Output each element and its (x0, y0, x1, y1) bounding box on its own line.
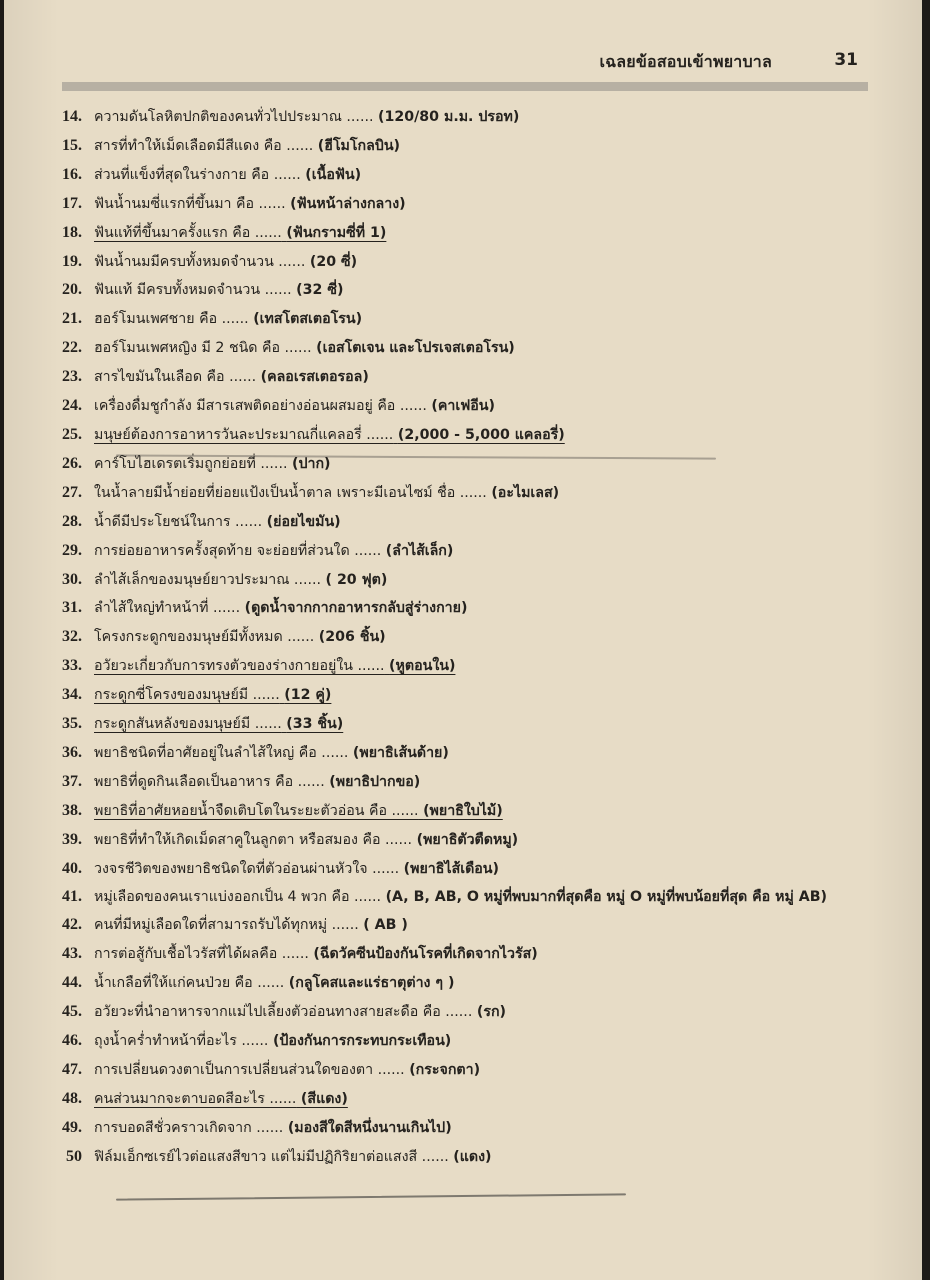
item-answer: (อะไมเลส) (491, 484, 560, 501)
item-number: 25. (62, 425, 82, 443)
item-question: หมู่เลือดของคนเราแบ่งออกเป็น 4 พวก คือ ...... (94, 889, 382, 906)
item-answer: (เทสโตสเตอโรน) (253, 311, 363, 328)
item-question: วงจรชีวิตของพยาธิชนิดใดที่ตัวอ่อนผ่านหัวใจ ...... (94, 860, 400, 877)
qa-item-41 (4, 883, 922, 911)
item-number: 37. (62, 772, 82, 790)
item-number: 30. (62, 570, 82, 588)
qa-item-30 (4, 566, 922, 595)
item-answer: (พยาธิตัวตืดหมู) (416, 831, 519, 848)
qa-item-47 (4, 1056, 922, 1085)
qa-item-40 (4, 855, 922, 884)
item-answer: (กลูโคสและแร่ธาตุต่าง ๆ ) (288, 975, 455, 992)
item-question: การย่อยอาหารครั้งสุดท้าย จะย่อยที่ส่วนใด ...... (94, 542, 382, 559)
item-answer: ( AB ) (363, 917, 408, 934)
item-number: 26. (62, 454, 82, 472)
item-number: 43. (62, 945, 82, 963)
item-question: พยาธิที่ทำให้เกิดเม็ดสาคูในลูกตา หรือสมอง คือ ...... (94, 831, 413, 848)
item-question: พยาธิที่ดูดกินเลือดเป็นอาหาร คือ ...... (94, 773, 325, 790)
qa-item-43 (4, 940, 922, 969)
item-answer: (หูตอนใน) (389, 658, 456, 675)
item-answer: (กระจกตา) (409, 1062, 481, 1078)
item-question: คนส่วนมากจะตาบอดสีอะไร ...... (94, 1090, 297, 1107)
qa-item-50 (4, 1143, 922, 1172)
item-answer: (ลำไส้เล็ก) (385, 542, 454, 559)
item-question: ส่วนที่แข็งที่สุดในร่างกาย คือ ...... (94, 166, 301, 183)
qa-item-39 (4, 826, 922, 855)
item-number: 20. (62, 281, 82, 299)
item-number: 22. (62, 339, 82, 357)
item-number: 49. (62, 1118, 82, 1136)
qa-item-28 (4, 508, 922, 537)
item-number: 42. (62, 916, 82, 934)
item-answer: (คาเฟอีน) (431, 398, 495, 415)
item-number: 19. (62, 252, 82, 270)
item-answer: (2,000 - 5,000 แคลอรี่) (397, 426, 565, 443)
qa-item-32 (4, 623, 922, 652)
qa-item-45 (4, 998, 922, 1027)
item-question: ลำไส้ใหญ่ทำหน้าที่ ...... (94, 600, 241, 617)
item-answer: (มองสีใดสีหนึ่งนานเกินไป) (287, 1119, 452, 1136)
qa-item-46 (4, 1027, 922, 1056)
item-question: กระดูกสันหลังของมนุษย์มี ...... (94, 716, 282, 733)
item-answer: (ฟันกรามซี่ที่ 1) (286, 224, 387, 241)
item-question: สารไขมันในเลือด คือ ...... (94, 369, 257, 386)
item-answer: (206 ชิ้น) (318, 629, 386, 646)
item-number: 21. (62, 310, 82, 328)
item-question: พยาธิที่อาศัยหอยน้ำจืดเติบโตในระยะตัวอ่อน คือ ...... (94, 802, 419, 819)
item-answer: (33 ชิ้น) (286, 716, 344, 733)
item-number: 16. (62, 165, 82, 183)
item-question: สารที่ทำให้เม็ดเลือดมีสีแดง คือ ...... (94, 137, 314, 154)
item-question: น้ำเกลือที่ให้แก่คนป่วย คือ ...... (94, 975, 285, 992)
item-number: 38. (62, 801, 82, 819)
qa-item-34 (4, 681, 922, 710)
item-answer: (ป้องกันการกระทบกระเทือน) (272, 1033, 452, 1050)
item-answer: (ปาก) (291, 455, 331, 472)
qa-item-19 (4, 248, 922, 277)
item-answer: (คลอเรสเตอรอล) (260, 369, 369, 386)
item-question: ฟันน้ำนมซี่แรกที่ขึ้นมา คือ ...... (94, 195, 286, 212)
question-answer-list (4, 103, 922, 1172)
item-number: 27. (62, 483, 82, 501)
header-rule (62, 82, 868, 91)
item-answer: (พยาธิปากขอ) (329, 773, 421, 790)
item-question: อวัยวะเกี่ยวกับการทรงตัวของร่างกายอยู่ใน ...... (94, 658, 385, 675)
item-answer: (20 ซี่) (309, 253, 358, 270)
qa-item-44 (4, 969, 922, 998)
qa-item-49 (4, 1114, 922, 1143)
item-number: 39. (62, 830, 82, 848)
page-number: 31 (834, 50, 858, 70)
item-answer: (ฮีโมโกลบิน) (317, 137, 401, 154)
item-question: เครื่องดื่มชูกำลัง มีสารเสพติดอย่างอ่อนผสมอยู่ คือ ...... (94, 398, 427, 415)
item-question: การเปลี่ยนดวงตาเป็นการเปลี่ยนส่วนใดของตา ...... (94, 1062, 405, 1078)
item-question: ฟันน้ำนมมีครบทั้งหมดจำนวน ...... (94, 253, 306, 270)
qa-item-48 (4, 1085, 922, 1114)
item-number: 41. (62, 888, 82, 906)
item-number: 44. (62, 974, 82, 992)
item-question: ความดันโลหิตปกติของคนทั่วไปประมาณ ...... (94, 109, 374, 125)
item-number: 17. (62, 194, 82, 212)
item-answer: (แดง) (453, 1148, 492, 1165)
item-number: 47. (62, 1061, 82, 1078)
item-answer: ( 20 ฟุต) (325, 571, 388, 588)
item-question: โครงกระดูกของมนุษย์มีทั้งหมด ...... (94, 629, 315, 646)
item-number: 24. (62, 397, 82, 415)
item-answer: (120/80 ม.ม. ปรอท) (378, 109, 520, 125)
item-answer: (พยาธิเส้นด้าย) (352, 744, 449, 761)
item-answer: (สีแดง) (300, 1090, 348, 1107)
item-number: 34. (62, 686, 82, 704)
item-number: 40. (62, 859, 82, 877)
running-header-title: เฉลยข้อสอบเข้าพยาบาล (599, 52, 772, 71)
qa-item-36 (4, 739, 922, 768)
qa-item-24 (4, 392, 922, 421)
item-question: ฮอร์โมนเพศหญิง มี 2 ชนิด คือ ...... (94, 340, 312, 357)
qa-item-38 (4, 797, 922, 826)
item-question: ฟิล์มเอ็กซเรย์ไวต่อแสงสีขาว แต่ไม่มีปฏิกิริยาต่อแสงสี ...... (94, 1148, 449, 1165)
qa-item-14 (4, 103, 922, 132)
item-answer: (ฟันหน้าล่างกลาง) (290, 195, 406, 212)
item-number: 31. (62, 599, 82, 617)
item-question: ฮอร์โมนเพศชาย คือ ...... (94, 311, 249, 328)
item-number: 33. (62, 657, 82, 675)
item-answer: (32 ซี่) (296, 282, 344, 299)
document-page (4, 0, 922, 1280)
qa-item-29 (4, 537, 922, 566)
item-question: คนที่มีหมู่เลือดใดที่สามารถรับได้ทุกหมู่ ...... (94, 917, 359, 934)
item-question: คาร์โบไฮเดรตเริ่มถูกย่อยที่ ...... (94, 455, 288, 472)
item-question: มนุษย์ต้องการอาหารวันละประมาณกี่แคลอรี่ ...... (94, 426, 394, 443)
item-answer: (ย่อยไขมัน) (266, 513, 341, 530)
qa-item-27 (4, 479, 922, 508)
item-number: 28. (62, 512, 82, 530)
item-number: 29. (62, 541, 82, 559)
item-number: 36. (62, 743, 82, 761)
item-question: ลำไส้เล็กของมนุษย์ยาวประมาณ ...... (94, 571, 321, 588)
item-question: ฟันแท้ มีครบทั้งหมดจำนวน ...... (94, 282, 292, 299)
item-number: 14. (62, 108, 82, 125)
item-number: 46. (62, 1032, 82, 1050)
qa-item-23 (4, 363, 922, 392)
qa-item-37 (4, 768, 922, 797)
item-question: อวัยวะที่นำอาหารจากแม่ไปเลี้ยงตัวอ่อนทางสายสะดือ คือ ...... (94, 1004, 473, 1021)
qa-item-33 (4, 652, 922, 681)
item-answer: (ฉีดวัคซีนป้องกันโรคที่เกิดจากไวรัส) (313, 946, 538, 963)
item-number: 15. (62, 136, 82, 154)
item-answer: (A, B, AB, O หมู่ที่พบมากที่สุดคือ หมู่ O หมู่ที่พบน้อยที่สุด คือ หมู่ AB) (385, 889, 828, 906)
item-answer: (รก) (476, 1004, 507, 1021)
item-question: การบอดสีชั่วคราวเกิดจาก ...... (94, 1119, 284, 1136)
item-answer: (12 คู่) (284, 687, 332, 704)
qa-item-25 (4, 421, 922, 450)
item-number: 35. (62, 715, 82, 733)
qa-item-22 (4, 334, 922, 363)
qa-item-20 (4, 276, 922, 305)
qa-item-17 (4, 190, 922, 219)
item-answer: (พยาธิไส้เดือน) (403, 860, 499, 877)
item-question: พยาธิชนิดที่อาศัยอยู่ในลำไส้ใหญ่ คือ ...... (94, 744, 349, 761)
item-number: 32. (62, 628, 82, 646)
item-question: น้ำดีมีประโยชน์ในการ ...... (94, 513, 263, 530)
qa-item-18 (4, 219, 922, 248)
item-answer: (ดูดน้ำจากกากอาหารกลับสู่ร่างกาย) (244, 600, 468, 617)
item-number: 45. (62, 1003, 82, 1021)
item-number: 23. (62, 368, 82, 386)
item-answer: (เนื้อฟัน) (305, 166, 362, 183)
qa-item-15 (4, 132, 922, 161)
item-number: 18. (62, 223, 82, 241)
item-answer: (เอสโตเจน และโปรเจสเตอโรน) (316, 340, 515, 357)
item-number: 50 (66, 1147, 82, 1165)
qa-item-31 (4, 594, 922, 623)
item-number: 48. (62, 1089, 82, 1107)
qa-item-16 (4, 161, 922, 190)
item-answer: (พยาธิใบไม้) (423, 802, 503, 819)
item-question: ถุงน้ำคร่ำทำหน้าที่อะไร ...... (94, 1033, 269, 1050)
item-question: ฟันแท้ที่ขึ้นมาครั้งแรก คือ ...... (94, 224, 282, 241)
qa-item-42 (4, 911, 922, 940)
item-question: ในน้ำลายมีน้ำย่อยที่ย่อยแป้งเป็นน้ำตาล เพราะมีเอนไซม์ ชื่อ ...... (94, 484, 487, 501)
pen-scribble-under-item-50 (116, 1193, 626, 1200)
item-question: กระดูกซี่โครงของมนุษย์มี ...... (94, 687, 280, 704)
qa-item-21 (4, 305, 922, 334)
item-question: การต่อสู้กับเชื้อไวรัสที่ได้ผลคือ ...... (94, 946, 309, 963)
qa-item-35 (4, 710, 922, 739)
